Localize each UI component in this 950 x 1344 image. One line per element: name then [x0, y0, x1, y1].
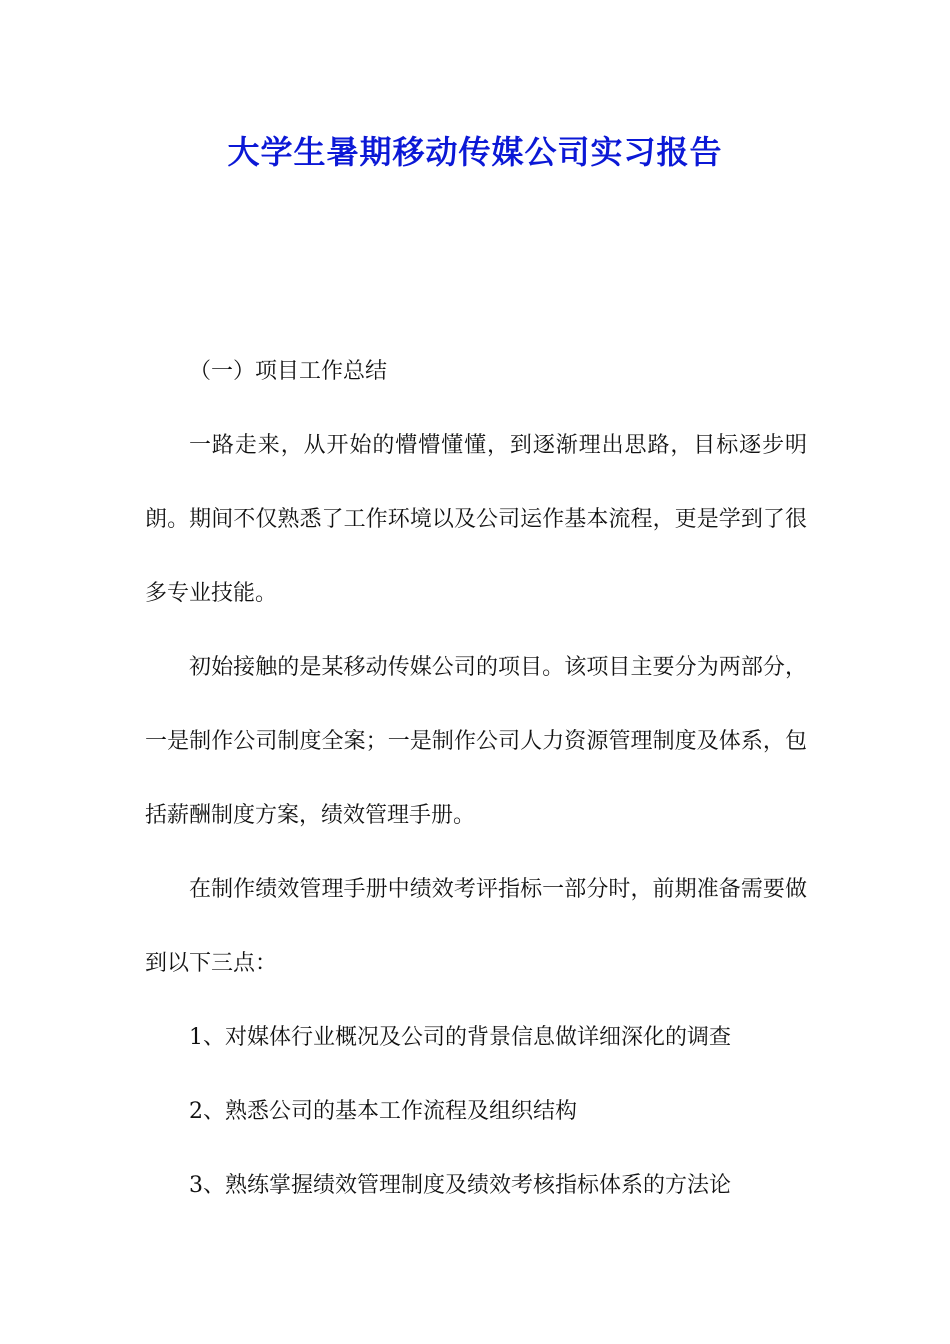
list-item: 2、熟悉公司的基本工作流程及组织结构	[189, 1099, 577, 1124]
paragraph: 一路走来，从开始的懵懵懂懂，到逐渐理出思路，目标逐步明朗。期间不仅熟悉了工作环境以及公司运作基本流程，更是学到了很多专业技能。	[145, 433, 807, 606]
document-title: 大学生暑期移动传媒公司实习报告	[227, 133, 723, 171]
list-item: 1、对媒体行业概况及公司的背景信息做详细深化的调查	[189, 1025, 731, 1050]
document-body	[145, 335, 807, 1223]
list-item: 3、熟练掌握绩效管理制度及绩效考核指标体系的方法论	[189, 1173, 731, 1198]
paragraph: 初始接触的是某移动传媒公司的项目。该项目主要分为两部分，一是制作公司制度全案；一是制作公司人力资源管理制度及体系，包括薪酬制度方案，绩效管理手册。	[145, 655, 807, 828]
paragraph: 在制作绩效管理手册中绩效考评指标一部分时，前期准备需要做到以下三点：	[145, 877, 807, 976]
section-heading: （一）项目工作总结	[189, 359, 388, 384]
